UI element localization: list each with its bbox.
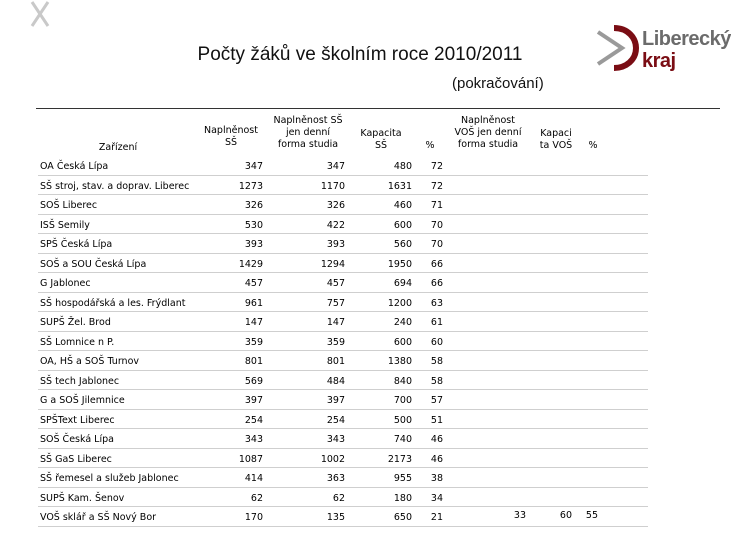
naplnenost-ss-value: 961 [244,297,263,309]
liberecky-kraj-logo [592,24,731,74]
naplnenost-ss-value: 343 [244,434,263,445]
school-name: OA Česká Lípa [40,161,109,172]
kapacita-ss-value: 1200 [387,297,412,309]
vos-pct-value: 55 [585,510,598,521]
header-pct-ss: % [425,140,435,151]
naplnenost-ss-denni-value: 62 [332,492,345,504]
pct-ss-value: 21 [430,512,443,523]
page-title: Počty žáků ve školním roce 2010/2011 [197,44,523,65]
school-name: SŠ tech Jablonec [40,375,120,387]
school-name: SOŠ a SOU Česká Lípa [40,258,147,270]
school-name: SŠ Lomnice n P. [40,336,115,348]
kapacita-ss-value: 694 [393,278,412,289]
pct-ss-value: 71 [430,200,443,211]
table-row [38,468,648,488]
table-row [38,312,648,332]
naplnenost-ss-denni-value: 254 [326,414,345,426]
kapacita-ss-value: 500 [393,414,412,426]
school-name: SPŠText Liberec [40,414,115,426]
pct-ss-value: 38 [430,473,443,484]
naplnenost-ss-value: 326 [244,200,263,211]
table-row [38,390,648,410]
pct-ss-value: 70 [430,239,443,250]
pct-ss-value: 63 [430,297,443,309]
naplnenost-ss-value: 457 [244,278,263,289]
school-name: G a SOŠ Jilemnice [40,395,125,406]
table-row [38,156,648,176]
naplnenost-ss-value: 1273 [238,180,263,192]
naplnenost-ss-denni-value: 135 [326,512,345,523]
decorative-x-icon [30,0,50,28]
naplnenost-ss-denni-value: 343 [326,434,345,445]
pct-ss-value: 70 [430,219,443,231]
naplnenost-ss-denni-value: 422 [326,219,345,231]
naplnenost-ss-denni-value: 484 [326,375,345,387]
school-name: OA, HŠ a SOŠ Turnov [40,356,140,367]
pct-ss-value: 51 [430,414,443,426]
table-row [38,293,648,313]
logo-text-kraj: kraj [642,50,676,72]
table-row [38,332,648,352]
header-naplnenost-vos-denni: Naplněnost VOŠ jen denní forma studia [454,115,522,150]
pct-ss-value: 58 [430,356,443,367]
kapacita-ss-value: 1950 [387,258,412,270]
pct-ss-value: 72 [430,180,443,192]
school-name: SŠ stroj, stav. a doprav. Liberec [40,180,190,192]
kapacita-ss-value: 2173 [387,453,412,465]
header-kapacita-ss: Kapacita SŠ [360,128,402,151]
pct-ss-value: 66 [430,258,443,270]
table-row [38,488,648,508]
naplnenost-ss-denni-value: 1002 [320,453,345,465]
vos-kapacita-value: 60 [559,510,572,521]
pct-ss-value: 46 [430,453,443,465]
naplnenost-ss-value: 569 [244,375,263,387]
naplnenost-ss-value: 393 [244,239,263,250]
naplnenost-ss-denni-value: 359 [326,336,345,348]
pct-ss-value: 46 [430,434,443,445]
naplnenost-ss-denni-value: 757 [326,297,345,309]
naplnenost-ss-denni-value: 1170 [320,180,345,192]
table-row [38,254,648,274]
school-name: SOŠ Liberec [40,200,98,211]
kapacita-ss-value: 240 [393,317,412,328]
naplnenost-ss-denni-value: 393 [326,239,345,250]
kapacita-ss-value: 560 [393,239,412,250]
header-pct-vos: % [588,140,598,151]
naplnenost-ss-denni-value: 347 [326,161,345,172]
table-row [38,195,648,215]
school-name: SŠ řemesel a služeb Jablonec [40,473,179,484]
logo-mark-icon [592,24,640,72]
kapacita-ss-value: 1631 [387,180,412,192]
school-name: SŠ hospodářská a les. Frýdlant [40,297,186,309]
school-name: G Jablonec [40,278,91,289]
kapacita-ss-value: 600 [393,336,412,348]
naplnenost-ss-value: 1429 [238,258,263,270]
kapacita-ss-value: 480 [393,161,412,172]
naplnenost-ss-denni-value: 147 [326,317,345,328]
table-row [38,273,648,293]
school-name: VOŠ sklář a SŠ Nový Bor [40,512,157,523]
pct-ss-value: 72 [430,161,443,172]
pct-ss-value: 61 [430,317,443,328]
page-subtitle: (pokračování) [452,75,544,92]
naplnenost-ss-value: 147 [244,317,263,328]
kapacita-ss-value: 180 [393,492,412,504]
school-name: SPŠ Česká Lípa [40,239,113,250]
header-naplnenost-ss: Naplněnost SŠ [204,125,258,148]
table-row [38,429,648,449]
pct-ss-value: 66 [430,278,443,289]
kapacita-ss-value: 700 [393,395,412,406]
naplnenost-ss-value: 530 [244,219,263,231]
naplnenost-ss-value: 254 [244,414,263,426]
naplnenost-ss-value: 801 [244,356,263,367]
table-row [38,215,648,235]
school-name: ISŠ Semily [40,219,90,231]
school-name: SOŠ Česká Lípa [40,434,114,445]
pct-ss-value: 34 [430,492,443,504]
pct-ss-value: 60 [430,336,443,348]
naplnenost-ss-denni-value: 457 [326,278,345,289]
kapacita-ss-value: 600 [393,219,412,231]
naplnenost-ss-value: 414 [244,473,263,484]
header-naplnenost-ss-denni: Naplněnost SŠ jen denní forma studia [273,115,343,150]
kapacita-ss-value: 840 [393,375,412,387]
pct-ss-value: 58 [430,375,443,387]
naplnenost-ss-denni-value: 363 [326,473,345,484]
school-name: SUPŠ Kam. Šenov [40,492,125,504]
kapacita-ss-value: 650 [393,512,412,523]
kapacita-ss-value: 1380 [387,356,412,367]
naplnenost-ss-denni-value: 326 [326,200,345,211]
naplnenost-ss-denni-value: 397 [326,395,345,406]
kapacita-ss-value: 740 [393,434,412,445]
pct-ss-value: 57 [430,395,443,406]
logo-text-liberecky: Liberecký [642,28,731,50]
naplnenost-ss-value: 62 [250,492,263,504]
table-row [38,371,648,391]
naplnenost-ss-denni-value: 801 [326,356,345,367]
table-row [38,449,648,469]
header-zarizeni: Zařízení [98,142,138,153]
naplnenost-ss-value: 170 [244,512,263,523]
header-kapacita-vos: Kapaci ta VOŠ [539,128,573,151]
kapacita-ss-value: 955 [393,473,412,484]
naplnenost-ss-value: 1087 [238,453,263,465]
naplnenost-ss-denni-value: 1294 [320,258,345,270]
table-row [38,351,648,371]
row-divider [38,526,648,527]
table-row [38,176,648,196]
vos-naplnenost-value: 33 [513,510,526,521]
table-row [38,234,648,254]
table-row [38,410,648,430]
header-top-rule [36,108,720,109]
school-name: SUPŠ Žel. Brod [40,317,111,328]
naplnenost-ss-value: 359 [244,336,263,348]
naplnenost-ss-value: 347 [244,161,263,172]
naplnenost-ss-value: 397 [244,395,263,406]
school-name: SŠ GaS Liberec [40,453,112,465]
kapacita-ss-value: 460 [393,200,412,211]
